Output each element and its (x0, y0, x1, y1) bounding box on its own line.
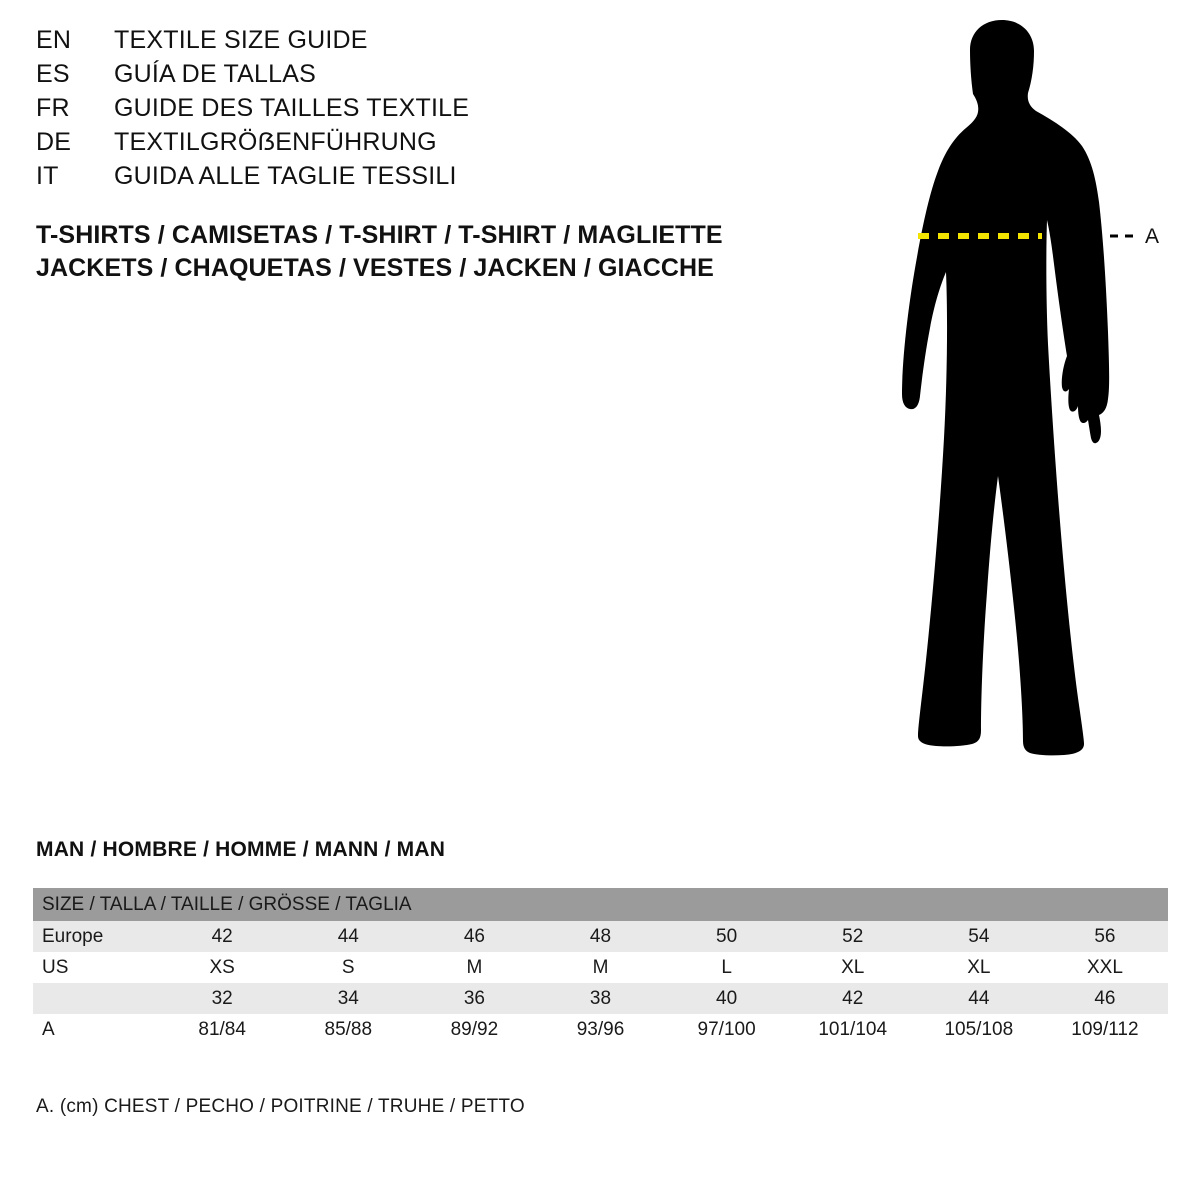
cell-value: XS (159, 952, 285, 983)
cell-value: 101/104 (790, 1014, 916, 1045)
language-row (36, 28, 756, 53)
language-row (36, 130, 756, 155)
silhouette-svg (820, 14, 1180, 784)
cell-value: M (537, 952, 663, 983)
cell-value: 52 (790, 921, 916, 952)
row-label (33, 983, 159, 1014)
row-label: US (33, 952, 159, 983)
language-title: GUIDE DES TAILLES TEXTILE (114, 94, 470, 122)
cell-value: 81/84 (159, 1014, 285, 1045)
language-title: TEXTILGRÖẞENFÜHRUNG (114, 128, 437, 156)
language-title: GUÍA DE TALLAS (114, 60, 316, 88)
cell-value: XL (916, 952, 1042, 983)
cell-value: 44 (916, 983, 1042, 1014)
table-header-label: SIZE / TALLA / TAILLE / GRÖSSE / TAGLIA (42, 893, 412, 915)
cell-value: 42 (790, 983, 916, 1014)
cell-value: 36 (411, 983, 537, 1014)
table-row (33, 1014, 1168, 1045)
language-title: TEXTILE SIZE GUIDE (114, 26, 368, 54)
cell-value: 40 (664, 983, 790, 1014)
table-row (33, 921, 1168, 952)
cell-value: 48 (537, 921, 663, 952)
cell-value: 32 (159, 983, 285, 1014)
language-row (36, 96, 756, 121)
language-code: DE (36, 128, 72, 156)
language-code: ES (36, 60, 70, 88)
language-code: EN (36, 26, 72, 54)
male-silhouette-figure (820, 14, 1180, 784)
cell-value: S (285, 952, 411, 983)
cell-value: 89/92 (411, 1014, 537, 1045)
silhouette-body-shape (902, 20, 1109, 755)
language-row (36, 164, 756, 189)
row-label: Europe (33, 921, 159, 952)
cell-value: 85/88 (285, 1014, 411, 1045)
chest-measure-label: A (1145, 225, 1160, 248)
cell-value: L (664, 952, 790, 983)
cell-value: 105/108 (916, 1014, 1042, 1045)
cell-value: XXL (1042, 952, 1168, 983)
table-header-row (33, 888, 1168, 921)
cell-value: 109/112 (1042, 1014, 1168, 1045)
language-list (36, 28, 756, 198)
language-code: IT (36, 162, 59, 190)
cell-value: 44 (285, 921, 411, 952)
language-row (36, 62, 756, 87)
cell-value: 46 (1042, 983, 1168, 1014)
cell-value: 50 (664, 921, 790, 952)
section-title-man: MAN / HOMBRE / HOMME / MANN / MAN (36, 838, 446, 861)
cell-value: 46 (411, 921, 537, 952)
garment-line-tshirts: T-SHIRTS / CAMISETAS / T-SHIRT / T-SHIRT / MAGLIETTE (36, 221, 723, 249)
cell-value: M (411, 952, 537, 983)
garment-line-jackets: JACKETS / CHAQUETAS / VESTES / JACKEN / GIACCHE (36, 254, 714, 282)
size-table (33, 888, 1168, 1045)
cell-value: XL (790, 952, 916, 983)
row-label: A (33, 1014, 159, 1045)
table-footnote: A. (cm) CHEST / PECHO / POITRINE / TRUHE / PETTO (36, 1096, 525, 1117)
table-row (33, 983, 1168, 1014)
cell-value: 38 (537, 983, 663, 1014)
cell-value: 34 (285, 983, 411, 1014)
cell-value: 42 (159, 921, 285, 952)
cell-value: 54 (916, 921, 1042, 952)
table-row (33, 952, 1168, 983)
language-code: FR (36, 94, 70, 122)
cell-value: 97/100 (664, 1014, 790, 1045)
cell-value: 93/96 (537, 1014, 663, 1045)
language-title: GUIDA ALLE TAGLIE TESSILI (114, 162, 457, 190)
garment-types (36, 219, 796, 285)
cell-value: 56 (1042, 921, 1168, 952)
